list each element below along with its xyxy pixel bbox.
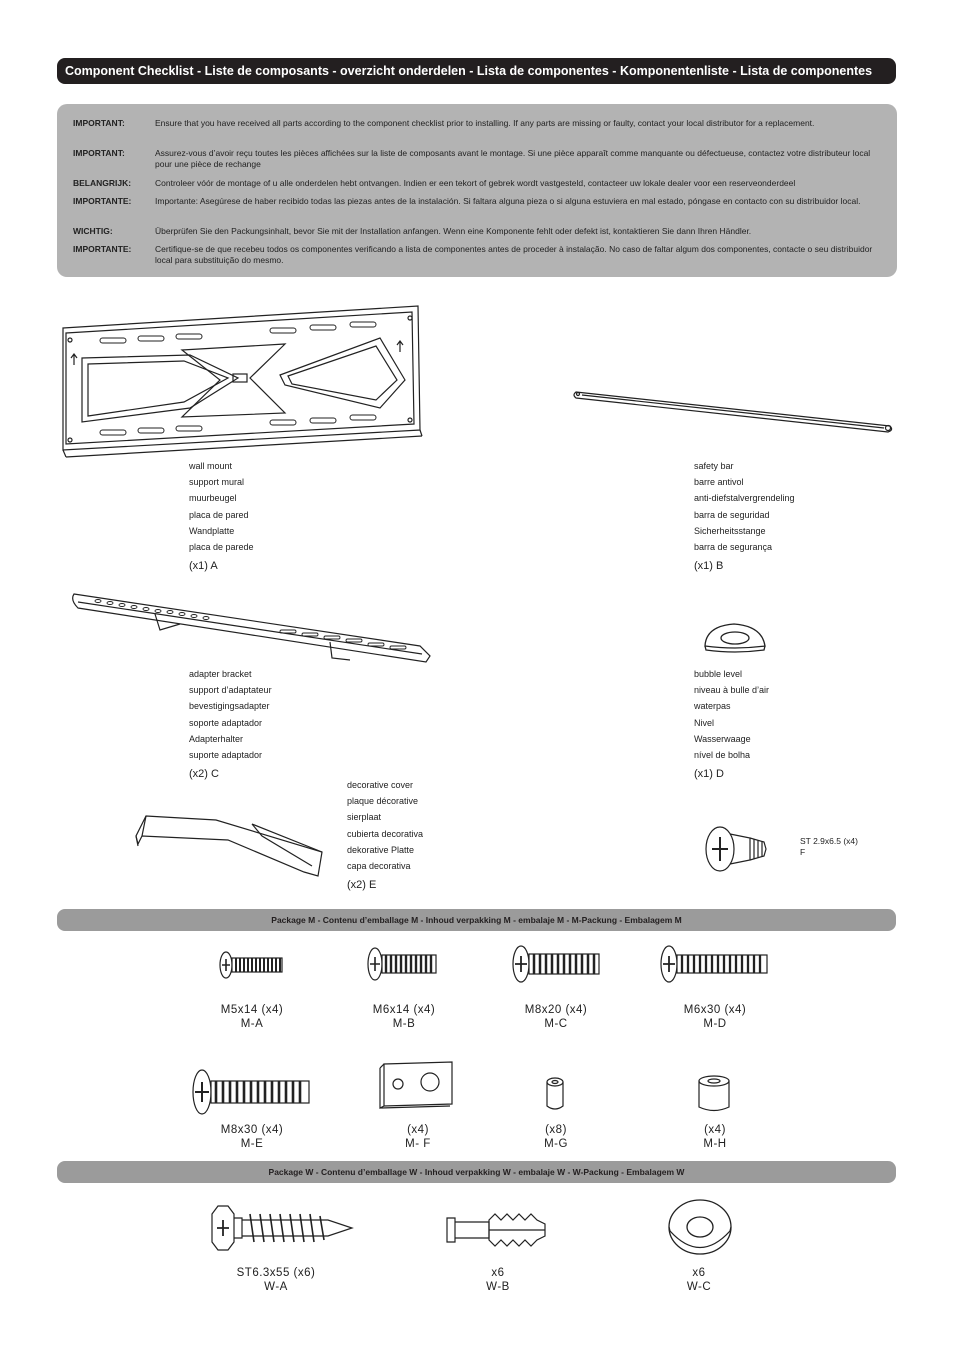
m-f-label bbox=[366, 1123, 470, 1151]
part-code: M-B bbox=[392, 1018, 416, 1030]
part-name: soporte adaptador bbox=[189, 717, 263, 728]
part-name: support d’adaptateur bbox=[189, 685, 272, 696]
part-code: W-A bbox=[264, 1281, 288, 1293]
package-w-title: Package W - Contenu d’emballage W - Inhoud verpakking W - embalaje W - W-Packung - Embalagem W bbox=[57, 1161, 896, 1183]
part-spec: M5x14 (x4) bbox=[220, 1004, 284, 1016]
package-m-title: Package M - Contenu d’emballage M - Inhoud verpakking M - embalaje M - M-Packung - Embalagem M bbox=[57, 909, 896, 931]
part-spec: (x4) bbox=[704, 1124, 726, 1136]
notice-text: Certifique-se de que recebeu todos os componentes verificando a lista de componentes antes de proceder à instalação. No caso de faltar algum dos componentes, contacte o seu distribuidor local para substituição do mesmo. bbox=[155, 244, 873, 265]
part-spec: ST6.3x55 (x6) bbox=[236, 1267, 316, 1279]
part-name: capa decorativa bbox=[347, 861, 411, 872]
part-code: M-E bbox=[240, 1138, 264, 1150]
w-b-label bbox=[446, 1266, 550, 1294]
part-e-qty: (x2) E bbox=[347, 879, 377, 891]
part-name: support mural bbox=[189, 477, 245, 488]
part-name: Wasserwaage bbox=[694, 733, 751, 744]
bolt-m-d-drawing bbox=[660, 944, 770, 984]
washer-w-c-drawing bbox=[667, 1198, 733, 1260]
lag-screw-w-a-drawing bbox=[208, 1204, 354, 1252]
notice-label: IMPORTANTE: bbox=[73, 196, 132, 206]
notice-text: Assurez-vous d’avoir reçu toutes les pièces affichées sur la liste de composants avant le montage. Si une pièce apparaît comme manquante ou défectueuse, contactez votre distributeur local pour une pièce de rechange bbox=[155, 148, 871, 169]
bolt-m-b-drawing bbox=[367, 946, 439, 982]
part-b-names bbox=[694, 458, 795, 555]
w-a-label bbox=[216, 1266, 336, 1294]
part-e-names bbox=[347, 777, 423, 874]
part-name: nível de bolha bbox=[694, 750, 751, 761]
spacer-m-g-drawing bbox=[543, 1076, 567, 1112]
part-name: dekorative Platte bbox=[347, 844, 415, 855]
notice-text: Ensure that you have received all parts according to the component checklist prior to installing. If any parts are missing or faulty, contact your local distributor for a replacement. bbox=[155, 118, 815, 128]
part-code: M- F bbox=[405, 1138, 431, 1150]
notice-label: BELANGRIJK: bbox=[73, 178, 132, 188]
part-name: barra de segurança bbox=[694, 542, 773, 553]
notice-text: Controleer vóór de montage of u alle onderdelen hebt ontvangen. Indien er een tekort of gebrek wordt vastgesteld, contacteer uw lokale dealer voor een reserveonderdeel bbox=[155, 178, 796, 188]
part-a-names bbox=[189, 458, 254, 555]
part-name: Adapterhalter bbox=[189, 733, 244, 744]
part-d-qty: (x1) D bbox=[694, 768, 724, 780]
important-notice-box bbox=[57, 104, 897, 277]
part-name: decorative cover bbox=[347, 780, 414, 790]
part-c-names bbox=[189, 666, 272, 763]
m-a-label bbox=[200, 1003, 304, 1031]
part-name: wall mount bbox=[189, 461, 233, 471]
m-e-label bbox=[200, 1123, 304, 1151]
notice-text: Importante: Asegúrese de haber recibido todas las piezas antes de la instalación. Si faltara alguna pieza o si alguna estuviera en mal estado, póngase en contacto con su distribuidor local. bbox=[155, 196, 861, 206]
part-c-qty: (x2) C bbox=[189, 768, 219, 780]
part-name: placa de parede bbox=[189, 542, 254, 553]
part-name: waterpas bbox=[694, 701, 731, 712]
part-a-qty: (x1) A bbox=[189, 560, 218, 572]
part-name: placa de pared bbox=[189, 509, 249, 520]
part-code: M-H bbox=[703, 1138, 727, 1150]
part-name: anti-diefstalvergrendeling bbox=[694, 493, 795, 504]
part-spec: x6 bbox=[491, 1267, 505, 1279]
part-code: M-C bbox=[544, 1018, 568, 1030]
part-code: M-G bbox=[544, 1138, 568, 1150]
part-name: sierplaat bbox=[347, 812, 382, 823]
notice-label: IMPORTANT: bbox=[73, 118, 125, 128]
bolt-m-a-drawing bbox=[218, 950, 284, 980]
notice-label: IMPORTANTE: bbox=[73, 244, 132, 254]
part-name: muurbeugel bbox=[189, 493, 237, 504]
part-name: Sicherheitsstange bbox=[694, 525, 766, 536]
notice-text: Überprüfen Sie den Packungsinhalt, bevor Sie mit der Installation anfangen. Wenn eine Komponente fehlt oder defekt ist, kontaktieren Sie dann Ihren Händler. bbox=[155, 226, 752, 236]
m-c-label bbox=[504, 1003, 608, 1031]
part-name: cubierta decorativa bbox=[347, 828, 424, 839]
bolt-m-c-drawing bbox=[512, 944, 602, 984]
part-spec: M8x20 (x4) bbox=[524, 1004, 588, 1016]
part-name: Wandplatte bbox=[189, 525, 235, 536]
part-name: plaque décorative bbox=[347, 796, 419, 807]
part-name: bubble level bbox=[694, 669, 743, 679]
part-code: M-A bbox=[240, 1018, 264, 1030]
plate-m-f-drawing bbox=[378, 1060, 456, 1110]
bubble-level-drawing bbox=[702, 620, 768, 654]
part-spec: M6x14 (x4) bbox=[372, 1004, 436, 1016]
part-b-qty: (x1) B bbox=[694, 560, 724, 572]
screw-f-code: F bbox=[800, 847, 806, 857]
part-name: niveau à bulle d’air bbox=[694, 685, 770, 696]
screw-f-spec: ST 2.9x6.5 (x4) bbox=[800, 836, 858, 846]
wall-mount-drawing bbox=[60, 300, 425, 460]
screw-f-drawing bbox=[704, 824, 768, 874]
page-title: Component Checklist - Liste de composants - overzicht onderdelen - Lista de componentes - Komponentenliste - Lista de componentes bbox=[57, 58, 896, 84]
safety-bar-drawing bbox=[572, 388, 897, 438]
part-spec: (x4) bbox=[407, 1124, 429, 1136]
part-code: M-D bbox=[703, 1018, 727, 1030]
part-spec: M8x30 (x4) bbox=[220, 1124, 284, 1136]
notice-label: IMPORTANT: bbox=[73, 148, 125, 158]
part-code: W-B bbox=[486, 1281, 510, 1293]
part-spec: (x8) bbox=[545, 1124, 567, 1136]
w-c-label bbox=[647, 1266, 751, 1294]
notice-label: WICHTIG: bbox=[73, 226, 113, 236]
decorative-cover-drawing bbox=[136, 810, 328, 882]
part-name: suporte adaptador bbox=[189, 750, 263, 761]
m-d-label bbox=[663, 1003, 767, 1031]
m-g-label bbox=[504, 1123, 608, 1151]
wall-plug-w-b-drawing bbox=[445, 1210, 549, 1250]
part-code: W-C bbox=[686, 1281, 712, 1293]
part-spec: x6 bbox=[692, 1267, 706, 1279]
adapter-bracket-drawing bbox=[70, 590, 435, 670]
part-spec: M6x30 (x4) bbox=[683, 1004, 747, 1016]
spacer-m-h-drawing bbox=[694, 1074, 734, 1114]
part-name: adapter bracket bbox=[189, 669, 252, 679]
part-name: Nivel bbox=[694, 717, 715, 728]
m-b-label bbox=[352, 1003, 456, 1031]
part-d-names bbox=[694, 666, 769, 763]
part-name: barra de seguridad bbox=[694, 509, 770, 520]
part-name: barre antivol bbox=[694, 477, 744, 488]
bolt-m-e-drawing bbox=[192, 1068, 312, 1116]
part-name: safety bar bbox=[694, 461, 734, 471]
m-h-label bbox=[663, 1123, 767, 1151]
part-name: bevestigingsadapter bbox=[189, 701, 270, 712]
